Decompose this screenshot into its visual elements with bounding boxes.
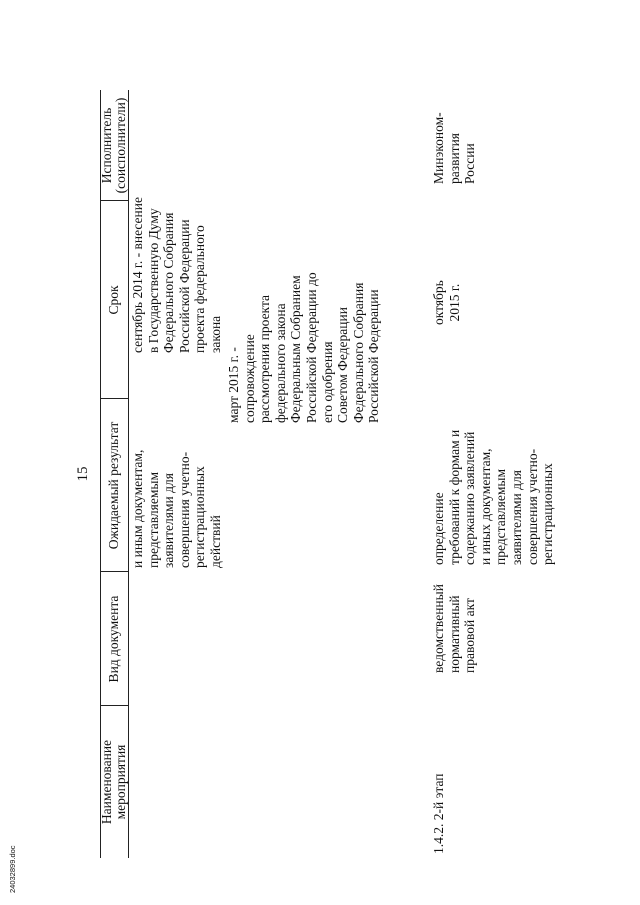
row2-term: октябрь 2015 г. [431, 280, 462, 325]
column-header-executor: Исполнитель (соисполнители) [99, 97, 128, 194]
row1-term-stage1: сентябрь 2014 г. - внесение в Государственную Думу Федерального Собрания Российской Федерации проекта федерального закона [130, 197, 223, 353]
column-header-term: Срок [106, 285, 121, 315]
row2-executor: Минэконом- развития России [431, 112, 478, 184]
row2-doc-type: ведомственный нормативный правовой акт [431, 584, 478, 673]
column-header-name: Наименование мероприятия [99, 739, 128, 825]
column-header-doc-type: Вид документа [106, 595, 121, 683]
row2-result: определение требований к формам и содержанию заявлений и иных документам, представляемым заявителями для совершения учетно- регистрационных [431, 429, 556, 565]
rotated-landscape-page [72, 90, 556, 858]
page-number: 15 [75, 466, 91, 482]
file-code: 24032899.doc [8, 845, 17, 893]
column-header-result: Ожидаемый результат [106, 421, 121, 550]
row1-result: и иным документам, представляемым заявителями для совершения учетно- регистрационных действий [130, 449, 223, 568]
row2-name: 1.4.2. 2-й этап [431, 773, 446, 854]
table-header-bottom-rule [128, 90, 129, 858]
row1-term-stage2: март 2015 г. - сопровождение рассмотрения проекта федерального закона Федеральным Собранием Российской Федерации до его одобрения Советом Федерации Федерального Собрания Российской Федерации [226, 272, 382, 423]
